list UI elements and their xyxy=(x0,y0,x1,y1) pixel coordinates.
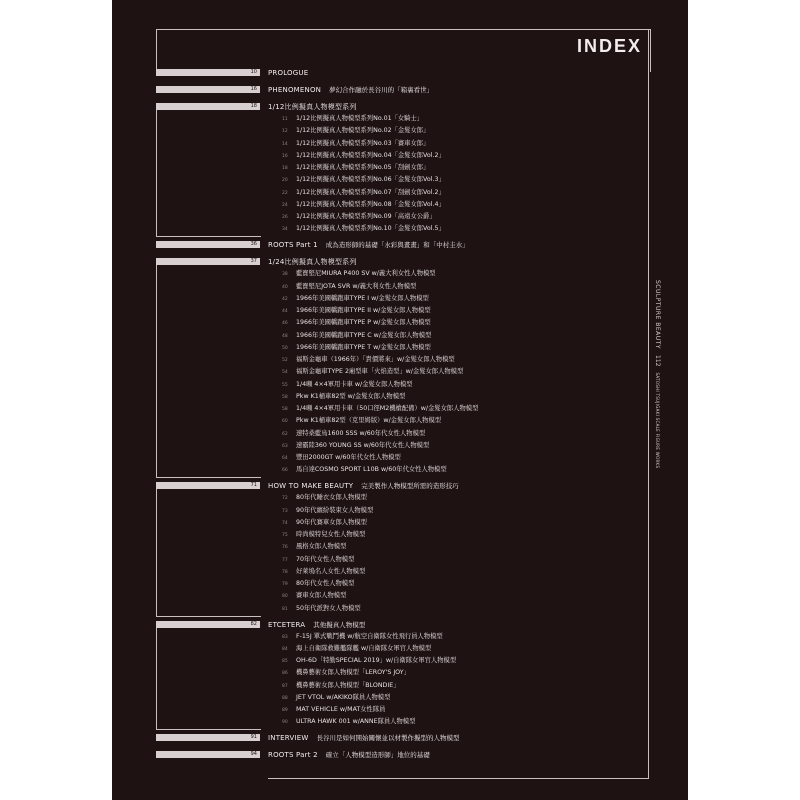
entry-title: 1966年美國轎跑車TYPE I w/金髮女郎人物模型 xyxy=(296,294,429,302)
entry-title: 1/4噸 4×4軍用卡車（50口徑M2機槍配備）w/金髮女郎人物模型 xyxy=(296,405,479,412)
entry-title: 1/12比例擬真人物模型系列No.05「刮劍女郎」 xyxy=(296,164,430,171)
section-page-number-text: 16 xyxy=(250,86,257,92)
section-page-number-text: 18 xyxy=(250,103,257,109)
section-page-number-text: 71 xyxy=(250,482,257,489)
spine-subtitle: SATOSHI TSUJIGAKI SCALE FIGURE WORKS xyxy=(655,372,660,469)
entry-title: MAT VEHICLE w/MAT女性隊員 xyxy=(296,706,386,713)
entry-title: JET VTOL w/AKIKO隊員人物模型 xyxy=(296,693,391,701)
section-page-number xyxy=(156,621,260,628)
entry-page-number: 20 xyxy=(282,178,288,184)
entry-title: 海上自衛隊救難艦隊艦 w/自衛隊女軍官人物模型 xyxy=(296,644,432,652)
entry-title: ULTRA HAWK 001 w/ANNE隊員人物模型 xyxy=(296,718,416,726)
section-page-number xyxy=(156,734,260,741)
section-title-text: 1/12比例擬真人物模型系列 xyxy=(268,103,357,111)
index-entry xyxy=(282,331,431,342)
section-bracket xyxy=(156,489,261,616)
entry-title: 好萊塢名人女性人物模型 xyxy=(296,567,366,575)
section-page-number-text: 82 xyxy=(250,620,257,627)
section-subtitle: 確立「人物模型造形師」地位的基礎 xyxy=(325,751,430,760)
entry-page-number: 64 xyxy=(282,456,288,461)
entry-page-number: 34 xyxy=(282,227,288,233)
section-subtitle: 夢幻合作融於長谷川的「箱裏看世」 xyxy=(329,86,434,94)
section-page-number-text: 91 xyxy=(250,734,257,741)
section-page-number xyxy=(156,751,260,758)
entry-page-number: 62 xyxy=(282,431,288,437)
section-title xyxy=(268,481,459,491)
entry-title: 1/12比例擬真人物模型系列No.06「金髮女郎Vol.3」 xyxy=(296,176,445,184)
index-entry xyxy=(282,200,445,211)
entry-page-number: 88 xyxy=(282,695,288,701)
index-entry xyxy=(282,579,354,590)
entry-title: 1966年美國轎跑車TYPE II w/金髮女郎人物模型 xyxy=(296,307,431,314)
index-page xyxy=(112,0,688,800)
entry-page-number: 52 xyxy=(282,358,288,363)
index-entry xyxy=(282,542,346,553)
entry-page-number: 46 xyxy=(282,321,288,327)
entry-title: F-15J 單式戰鬥機 w/航空自衛隊女性飛行員人物模型 xyxy=(296,632,443,640)
entry-title: 1/12比例擬真人物模型系列No.01「女騎士」 xyxy=(296,115,424,122)
section-title xyxy=(268,733,459,743)
entry-page-number: 63 xyxy=(282,443,288,449)
entry-page-number: 86 xyxy=(282,671,288,677)
entry-page-number: 90 xyxy=(282,720,288,726)
entry-title: 馬自達COSMO SPORT L10B w/60年代女性人物模型 xyxy=(296,466,447,474)
section-page-number-text: 10 xyxy=(250,69,257,75)
index-entry xyxy=(282,163,429,174)
index-entry xyxy=(282,188,445,199)
index-entry xyxy=(282,668,410,679)
section-bracket xyxy=(156,265,261,478)
section-page-number-text: 37 xyxy=(250,258,257,265)
section-title xyxy=(268,620,365,630)
page-title: INDEX xyxy=(576,36,642,56)
entry-page-number: 58 xyxy=(282,394,288,400)
index-entry xyxy=(282,343,431,354)
section-page-number xyxy=(156,103,260,110)
entry-title: 福斯金龜車（1966年）「貴價將來」w/金髮女郎人物模型 xyxy=(296,356,455,363)
section-title-text: ROOTS Part 1 xyxy=(268,241,318,250)
section-bracket xyxy=(156,628,261,731)
entry-page-number: 79 xyxy=(282,582,288,587)
entry-title: 速特桑藍鳥1600 SSS w/60年代女性人物模型 xyxy=(296,429,426,437)
entry-page-number: 78 xyxy=(282,569,288,575)
index-entry xyxy=(282,518,367,529)
index-entry xyxy=(282,681,400,692)
index-entry xyxy=(282,567,365,578)
entry-title: 風格女郎人物模型 xyxy=(296,543,347,551)
entry-page-number: 75 xyxy=(282,533,288,538)
entry-title: 1/12比例擬真人物模型系列No.07「刮劍女郎Vol.2」 xyxy=(296,188,445,196)
index-entry xyxy=(282,493,367,504)
entry-page-number: 24 xyxy=(282,202,288,208)
index-entry xyxy=(282,212,436,223)
index-sections xyxy=(112,0,688,800)
section-title-text: PHENOMENON xyxy=(268,86,322,94)
section-bracket xyxy=(156,110,261,237)
section-page-number-text: 36 xyxy=(250,241,257,248)
index-entry xyxy=(282,644,431,655)
section-title-text: INTERVIEW xyxy=(268,734,309,743)
entry-page-number: 83 xyxy=(282,634,288,640)
section-title xyxy=(268,750,430,760)
spine-title: SCULPTURE BEAUTY xyxy=(654,280,661,350)
section-page-number xyxy=(156,241,260,248)
index-entry xyxy=(282,380,413,391)
index-entry xyxy=(282,282,416,293)
index-entry xyxy=(282,693,390,704)
entry-title: 藍寶堅尼JOTA SVR w/義大利女性人物模型 xyxy=(296,282,417,290)
index-entry xyxy=(282,151,445,162)
entry-title: 1/12比例擬真人物模型系列No.09「高遠女公爵」 xyxy=(296,213,436,220)
section-page-number xyxy=(156,69,260,76)
entry-page-number: 12 xyxy=(282,129,288,135)
section-title xyxy=(268,257,357,267)
entry-page-number: 74 xyxy=(282,520,288,526)
index-entry xyxy=(282,392,405,403)
entry-page-number: 44 xyxy=(282,309,288,314)
index-entry xyxy=(282,530,365,541)
entry-page-number: 54 xyxy=(282,370,288,376)
entry-title: Pkw K1桶車82型（克里姆版）w/金髮女郎人物模型 xyxy=(296,417,442,425)
spine-page-number: 112 xyxy=(654,355,661,367)
entry-title: 1966年美國轎跑車TYPE C w/金髮女郎人物模型 xyxy=(296,331,432,339)
index-entry xyxy=(282,453,401,464)
entry-page-number: 72 xyxy=(282,496,288,502)
index-entry xyxy=(282,224,445,235)
index-entry xyxy=(282,306,431,317)
entry-page-number: 22 xyxy=(282,190,288,196)
index-entry xyxy=(282,367,463,378)
entry-page-number: 16 xyxy=(282,153,288,159)
index-entry xyxy=(282,604,361,615)
entry-title: 70年代女性人物模型 xyxy=(296,555,355,563)
index-entry xyxy=(282,404,478,415)
entry-page-number: 11 xyxy=(282,117,288,122)
entry-page-number: 73 xyxy=(282,508,288,514)
index-entry xyxy=(282,269,436,280)
entry-page-number: 89 xyxy=(282,708,288,713)
section-subtitle: 其他擬真人物模型 xyxy=(313,620,366,629)
index-entry xyxy=(282,175,445,186)
entry-title: 1/12比例擬真人物模型系列No.02「金髮女郎」 xyxy=(296,127,430,135)
entry-page-number: 81 xyxy=(282,606,288,612)
section-page-number xyxy=(156,86,260,93)
entry-title: 1/4噸 4×4軍用卡車 w/金髮女郎人物模型 xyxy=(296,380,413,388)
section-title xyxy=(268,85,433,95)
entry-title: 賽車女郎人物模型 xyxy=(296,592,347,600)
entry-title: 藍寶堅尼MIURA P400 SV w/義大利女性人物模型 xyxy=(296,270,436,278)
entry-title: 1/12比例擬真人物模型系列No.03「賽車女郎」 xyxy=(296,139,430,147)
index-entry xyxy=(282,126,429,137)
entry-page-number: 76 xyxy=(282,545,288,551)
index-entry xyxy=(282,355,455,366)
index-entry xyxy=(282,717,415,728)
index-entry xyxy=(282,441,429,452)
entry-title: 1966年美國轎跑車TYPE T w/金髮女郎人物模型 xyxy=(296,343,431,351)
entry-page-number: 50 xyxy=(282,345,288,351)
entry-title: 50年代派對女人物模型 xyxy=(296,604,361,612)
entry-page-number: 84 xyxy=(282,646,288,652)
section-title-text: 1/24比例擬真人物模型系列 xyxy=(268,258,357,267)
entry-title: 80年代女性人物模型 xyxy=(296,580,355,587)
section-subtitle: 成為造形師的基礎「水彩與畫畫」和「中村圭水」 xyxy=(325,241,469,250)
section-title xyxy=(268,68,308,78)
entry-page-number: 80 xyxy=(282,594,288,600)
entry-page-number: 26 xyxy=(282,215,288,220)
entry-title: 1/12比例擬真人物模型系列No.04「金髮女郎Vol.2」 xyxy=(296,151,445,159)
index-entry xyxy=(282,506,373,517)
index-entry xyxy=(282,318,431,329)
section-page-number-text: 94 xyxy=(250,751,257,758)
index-entry xyxy=(282,416,441,427)
entry-title: 80年代睡衣女郎人物模型 xyxy=(296,494,367,502)
index-entry xyxy=(282,705,385,716)
entry-title: 1/12比例擬真人物模型系列No.08「金髮女郎Vol.4」 xyxy=(296,200,445,208)
entry-page-number: 85 xyxy=(282,659,288,664)
entry-page-number: 38 xyxy=(282,272,288,278)
entry-title: 速霸陸360 YOUNG SS w/60年代女性人物模型 xyxy=(296,441,430,449)
entry-page-number: 42 xyxy=(282,296,288,302)
section-subtitle: 長谷川是如何開始關懷並以材製作擬型的人物模型 xyxy=(316,734,460,743)
section-page-number xyxy=(156,258,260,265)
index-entry xyxy=(282,294,429,305)
entry-page-number: 14 xyxy=(282,141,288,147)
section-title-text: ETCETERA xyxy=(268,620,306,629)
entry-page-number: 87 xyxy=(282,683,288,689)
index-entry xyxy=(282,591,346,602)
entry-page-number: 18 xyxy=(282,166,288,171)
entry-page-number: 60 xyxy=(282,419,288,425)
index-entry xyxy=(282,114,423,125)
entry-page-number: 58 xyxy=(282,407,288,412)
section-title-text: ROOTS Part 2 xyxy=(268,751,318,760)
index-entry xyxy=(282,465,447,476)
entry-title: 90年代賽車女郎人物模型 xyxy=(296,518,367,526)
index-entry xyxy=(282,632,443,643)
section-page-number xyxy=(156,482,260,489)
index-entry xyxy=(282,139,429,150)
section-subtitle: 完美製作人物模型所需的造形技巧 xyxy=(361,482,459,491)
section-title xyxy=(268,102,357,112)
section-title xyxy=(268,240,469,250)
entry-title: 90年代繽紛裝束女人物模型 xyxy=(296,506,374,514)
entry-title: 福斯金龜車TYPE 2廂型車「火焰造型」w/金髮女郎人物模型 xyxy=(296,368,464,376)
index-entry xyxy=(282,656,456,667)
section-title-text: HOW TO MAKE BEAUTY xyxy=(268,482,354,491)
entry-page-number: 40 xyxy=(282,284,288,290)
entry-title: 豐田2000GT w/60年代女性人物模型 xyxy=(296,454,401,461)
entry-title: Pkw K1桶車82型 w/金髮女郎人物模型 xyxy=(296,392,406,400)
entry-page-number: 77 xyxy=(282,557,288,563)
entry-title: 1/12比例擬真人物模型系列No.10「金髮女郎Vol.5」 xyxy=(296,225,445,233)
entry-page-number: 55 xyxy=(282,382,288,388)
entry-title: 時尚模特兒女性人物模型 xyxy=(296,531,366,538)
entry-title: 機鼻藝術女郎人物模型「BLONDIE」 xyxy=(296,681,400,689)
entry-title: 機鼻藝術女郎人物模型「LEROY'S JOY」 xyxy=(296,669,410,677)
index-entry xyxy=(282,555,354,566)
section-title-text: PROLOGUE xyxy=(268,69,309,77)
index-entry xyxy=(282,429,425,440)
entry-title: 1966年美國轎跑車TYPE P w/金髮女郎人物模型 xyxy=(296,319,431,327)
entry-page-number: 48 xyxy=(282,333,288,339)
entry-page-number: 66 xyxy=(282,468,288,474)
entry-title: OH-6D「特勤SPECIAL 2019」w/自衛隊女軍官人物模型 xyxy=(296,657,457,664)
